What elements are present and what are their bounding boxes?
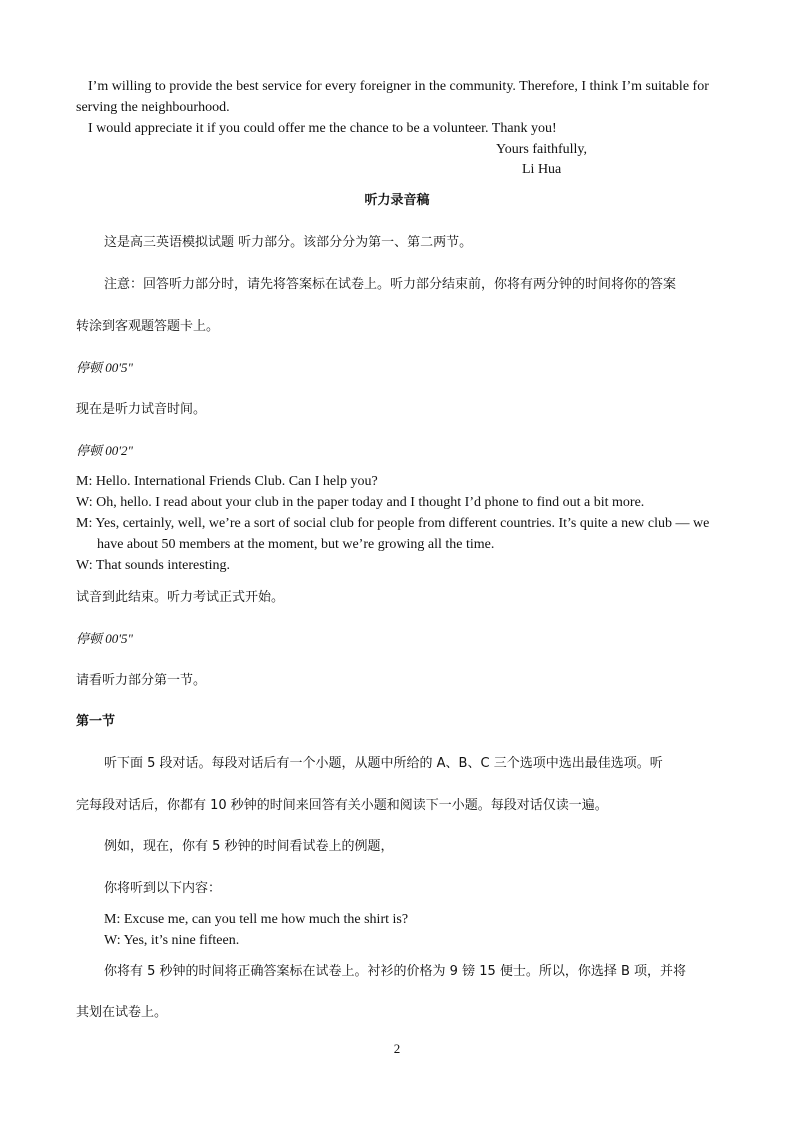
dialogue-line-m2a: M: Yes, certainly, well, we’re a sort of social club for people from different countries. It’s quite a new club — we bbox=[76, 516, 710, 531]
will-hear-text: 你将听到以下内容： bbox=[104, 881, 222, 896]
pause-marker-3: 停顿 00'5" bbox=[76, 631, 133, 646]
transcript-intro: 这是高三英语模拟试题 听力部分。该部分分为第一、第二两节。 bbox=[104, 235, 473, 250]
trial-time-text: 现在是听力试音时间。 bbox=[76, 402, 207, 417]
example-dialogue-w: W: Yes, it’s nine fifteen. bbox=[104, 933, 240, 948]
dialogue-line-m2b: have about 50 members at the moment, but we’re growing all the time. bbox=[97, 537, 495, 552]
section-one-heading: 第一节 bbox=[76, 714, 116, 729]
note-line-1: 注意：回答听力部分时，请先将答案标在试卷上。听力部分结束前，你将有两分钟的时间将你的答案 bbox=[104, 277, 677, 292]
trial-end-text: 试音到此结束。听力考试正式开始。 bbox=[76, 590, 285, 605]
example-intro: 例如，现在，你有 5 秒钟的时间看试卷上的例题， bbox=[104, 839, 394, 854]
letter-line-1: I’m willing to provide the best service for every foreigner in the community. Therefore, I think I’m suitable for bbox=[88, 79, 709, 94]
answer-line-2: 其划在试卷上。 bbox=[76, 1005, 168, 1020]
letter-line-2: serving the neighbourhood. bbox=[76, 100, 230, 115]
dialogue-line-w1: W: Oh, hello. I read about your club in the paper today and I thought I’d phone to find out a bit more. bbox=[76, 495, 645, 510]
transcript-title: 听力录音稿 bbox=[364, 193, 430, 208]
dialogue-line-m1: M: Hello. International Friends Club. Can I help you? bbox=[76, 474, 378, 489]
section-one-line-1: 听下面 5 段对话。每段对话后有一个小题，从题中所给的 A、B、C 三个选项中选出最佳选项。听 bbox=[104, 756, 663, 771]
dialogue-line-w2: W: That sounds interesting. bbox=[76, 558, 230, 573]
page-number: 2 bbox=[393, 1041, 401, 1056]
pause-marker-2: 停顿 00'2" bbox=[76, 443, 133, 458]
section-one-line-2: 完每段对话后，你都有 10 秒钟的时间来回答有关小题和阅读下一小题。每段对话仅读一遍。 bbox=[76, 798, 608, 813]
see-part-one-text: 请看听力部分第一节。 bbox=[76, 673, 207, 688]
letter-line-3: I would appreciate it if you could offer me the chance to be a volunteer. Thank you! bbox=[88, 121, 557, 136]
letter-closing: Yours faithfully, bbox=[496, 142, 588, 157]
letter-signature: Li Hua bbox=[522, 162, 562, 177]
example-dialogue-m: M: Excuse me, can you tell me how much the shirt is? bbox=[104, 912, 409, 927]
answer-line-1: 你将有 5 秒钟的时间将正确答案标在试卷上。衬衫的价格为 9 镑 15 便士。所以，你选择 B 项，并将 bbox=[104, 964, 687, 979]
note-line-2: 转涂到客观题答题卡上。 bbox=[76, 319, 220, 334]
pause-marker-1: 停顿 00'5" bbox=[76, 360, 133, 375]
